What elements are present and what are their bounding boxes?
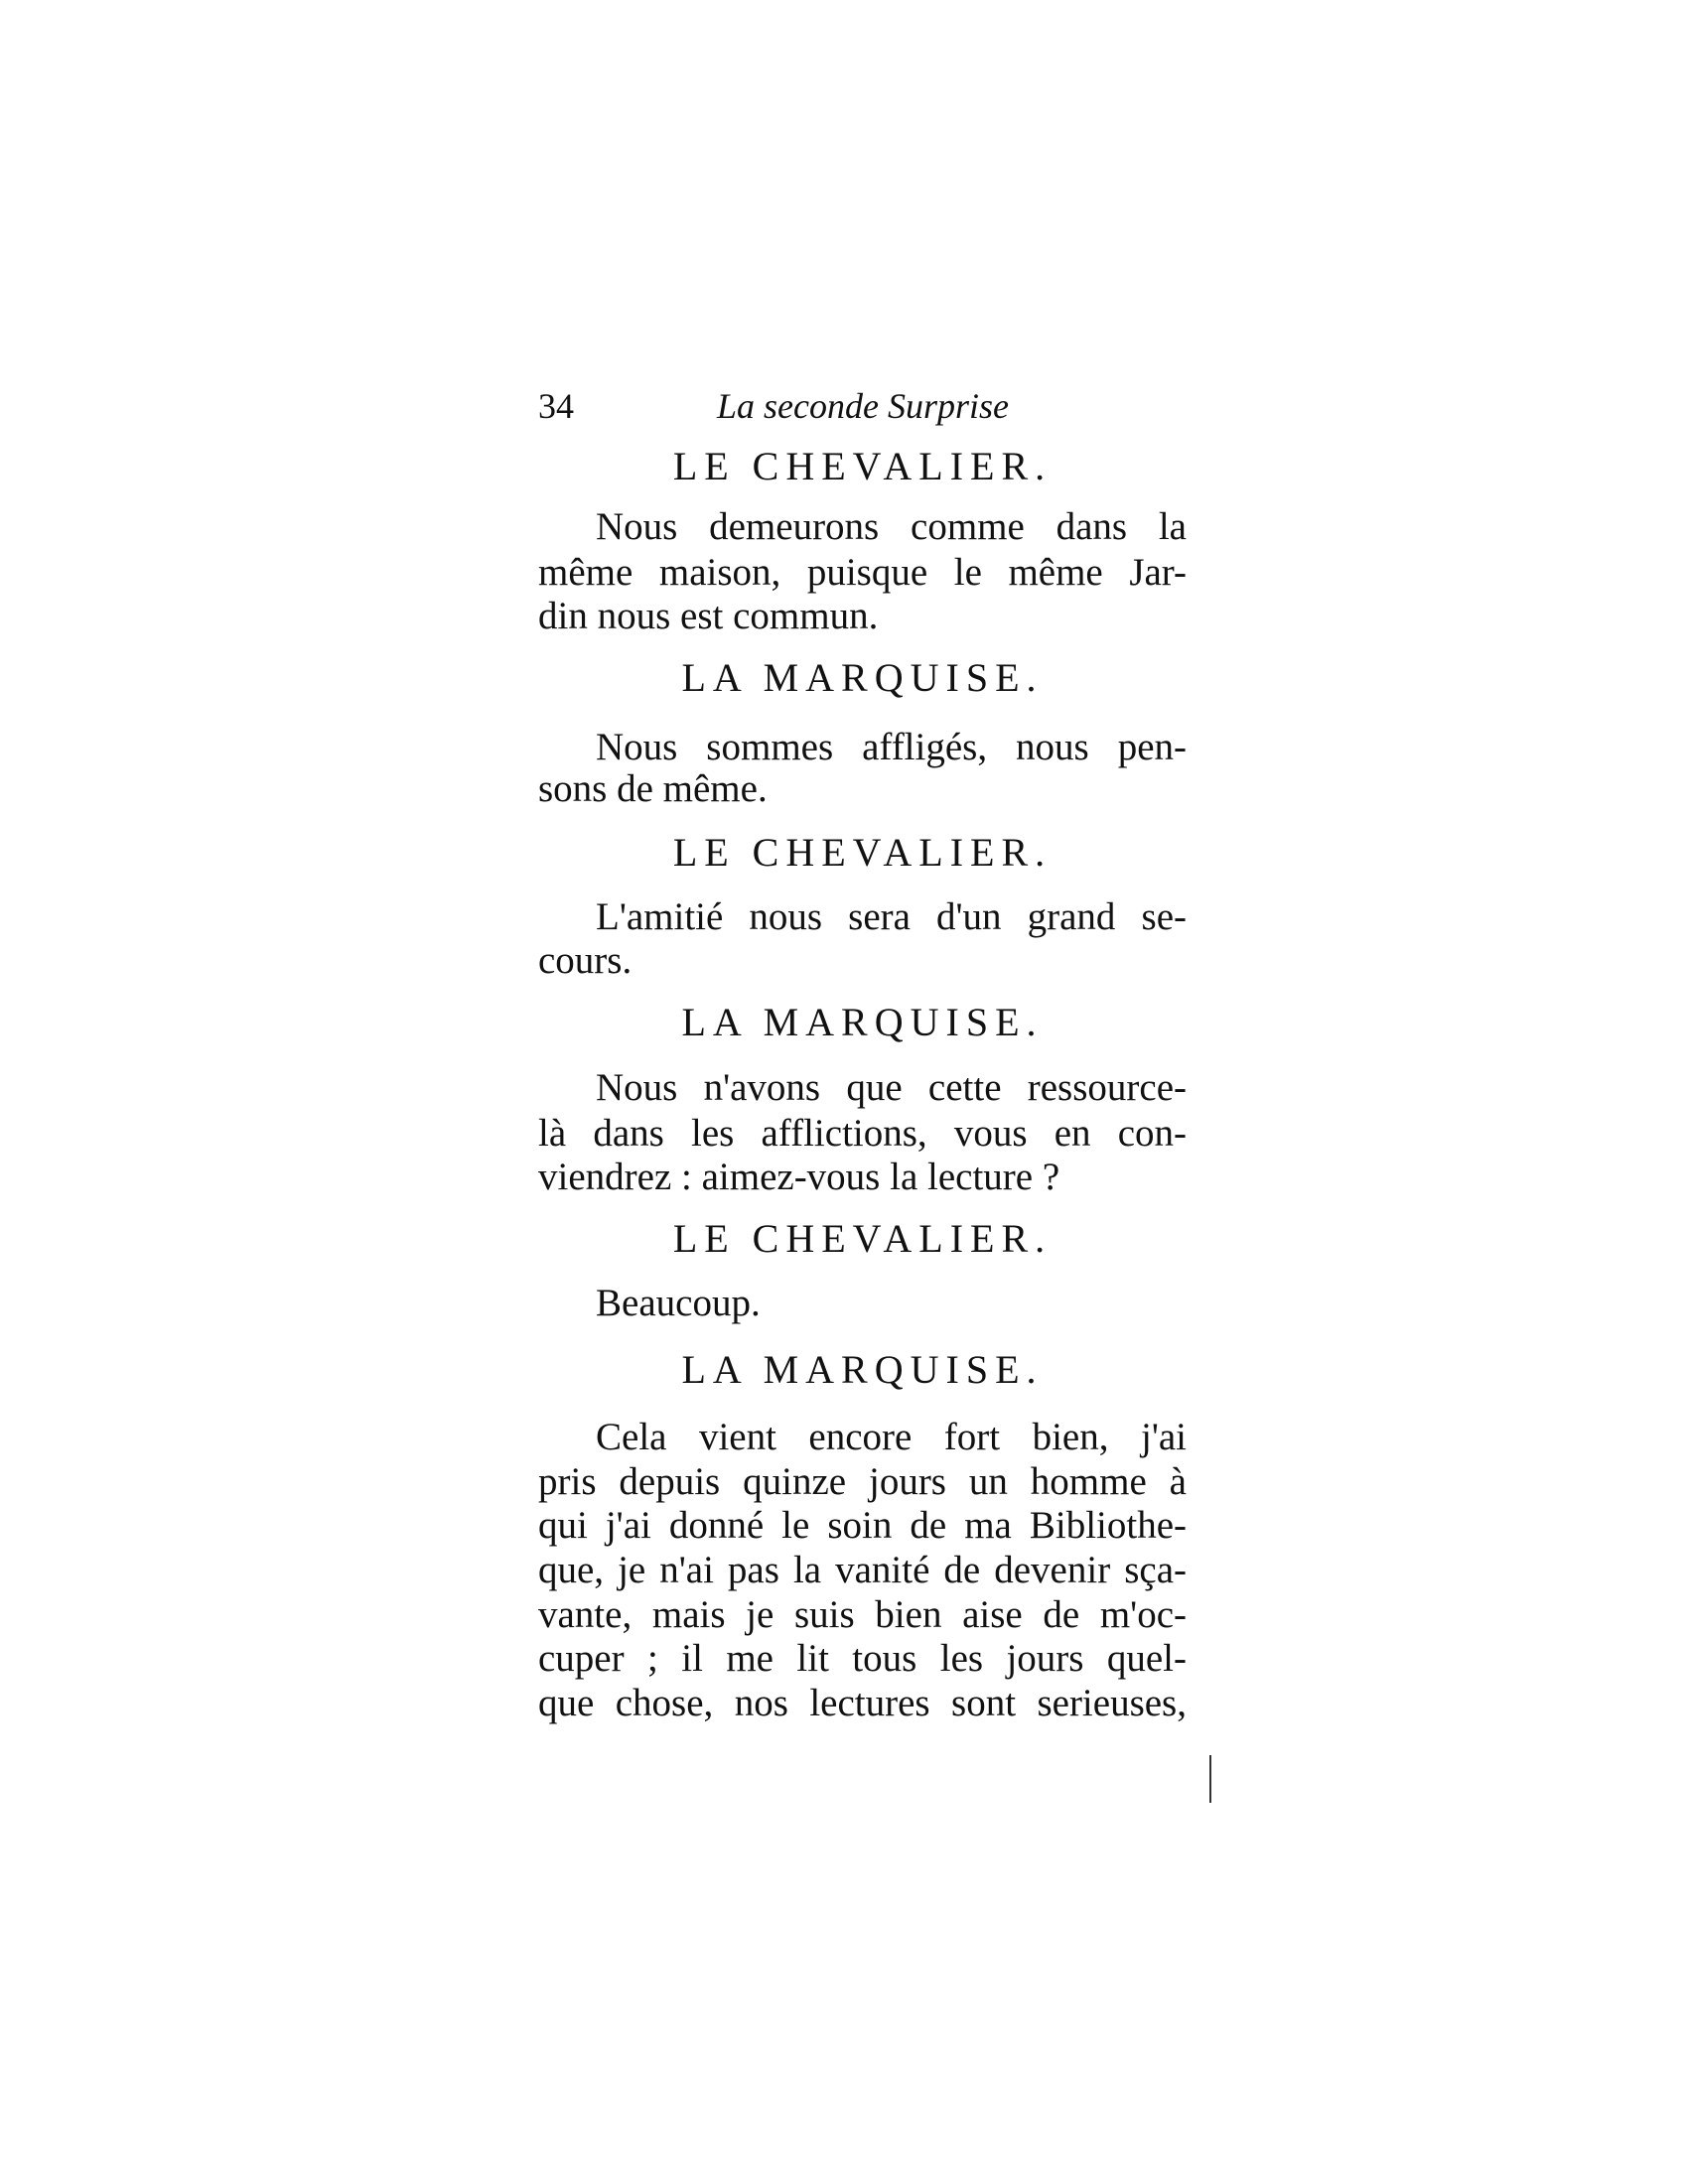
text-line: que, je n'ai pas la vanité de devenir sça-: [538, 1549, 1187, 1591]
speaker-name: LE CHEVALIER.: [672, 1216, 1053, 1261]
text-line: cours.: [538, 939, 633, 982]
text-line: din nous est commun.: [538, 595, 879, 637]
text-line: que chose, nos lectures sont serieuses,: [538, 1682, 1187, 1724]
text-line: Beaucoup.: [596, 1282, 761, 1324]
speaker-name: LA MARQUISE.: [681, 1000, 1044, 1044]
text-line: vante, mais je suis bien aise de m'oc-: [538, 1593, 1187, 1636]
page-number: 34: [538, 386, 574, 426]
text-line: là dans les afflictions, vous en con-: [538, 1112, 1187, 1155]
speaker-name: LA MARQUISE.: [681, 655, 1044, 700]
text-line: Nous n'avons que cette ressource-: [596, 1066, 1187, 1109]
text-line: sons de même.: [538, 767, 768, 810]
text-line: Nous demeurons comme dans la: [596, 505, 1187, 548]
speaker-name: LA MARQUISE.: [681, 1347, 1044, 1392]
speaker-name: LE CHEVALIER.: [672, 830, 1053, 875]
text-line: même maison, puisque le même Jar-: [538, 551, 1187, 594]
speaker-name: LE CHEVALIER.: [672, 444, 1053, 488]
text-line: Cela vient encore fort bien, j'ai: [596, 1416, 1187, 1458]
text-line: viendrez : aimez-vous la lecture ?: [538, 1156, 1060, 1198]
text-line: pris depuis quinze jours un homme à: [538, 1460, 1187, 1503]
text-line: Nous sommes affligés, nous pen-: [596, 726, 1187, 768]
running-title: La seconde Surprise: [717, 386, 1009, 426]
text-line: L'amitié nous sera d'un grand se-: [596, 895, 1187, 938]
text-line: cuper ; il me lit tous les jours quel-: [538, 1637, 1187, 1680]
text-line: qui j'ai donné le soin de ma Bibliothe-: [538, 1504, 1187, 1547]
running-header: [538, 385, 1187, 435]
scan-margin-mark: [1209, 1755, 1211, 1803]
